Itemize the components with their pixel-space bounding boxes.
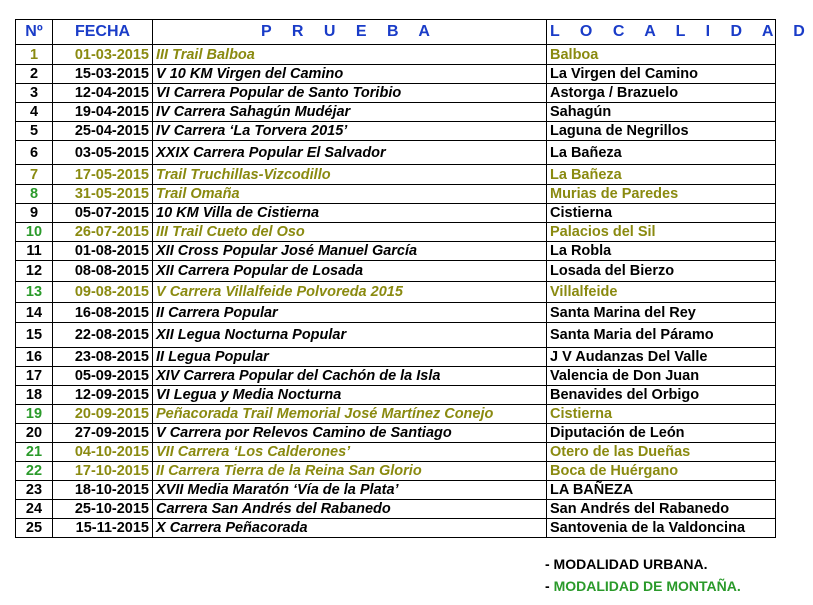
row-number: 23 xyxy=(16,481,53,500)
row-location: LA BAÑEZA xyxy=(547,481,776,500)
table-header-row xyxy=(16,20,776,45)
row-event: II Legua Popular xyxy=(153,348,547,367)
race-calendar-table xyxy=(15,19,813,538)
row-number: 11 xyxy=(16,242,53,261)
table-row xyxy=(16,223,776,242)
row-date: 27-09-2015 xyxy=(53,424,153,443)
header-location: L O C A L I D A D xyxy=(547,20,776,45)
header-event: P R U E B A xyxy=(153,20,547,45)
row-number: 20 xyxy=(16,424,53,443)
row-date: 01-03-2015 xyxy=(53,45,153,65)
table-row xyxy=(16,103,776,122)
row-location: Boca de Huérgano xyxy=(547,462,776,481)
row-location: Santovenia de la Valdoncina xyxy=(547,519,776,538)
row-date: 19-04-2015 xyxy=(53,103,153,122)
table-row xyxy=(16,122,776,141)
table-row xyxy=(16,424,776,443)
row-number: 14 xyxy=(16,303,53,323)
row-number: 12 xyxy=(16,261,53,282)
row-location: Villalfeide xyxy=(547,282,776,303)
table-row xyxy=(16,84,776,103)
row-event: V Carrera por Relevos Camino de Santiago xyxy=(153,424,547,443)
row-event: XXIX Carrera Popular El Salvador xyxy=(153,141,547,165)
row-event: III Trail Cueto del Oso xyxy=(153,223,547,242)
row-event: V Carrera Villalfeide Polvoreda 2015 xyxy=(153,282,547,303)
row-event: Trail Truchillas-Vizcodillo xyxy=(153,165,547,185)
row-date: 23-08-2015 xyxy=(53,348,153,367)
row-event: IV Carrera Sahagún Mudéjar xyxy=(153,103,547,122)
row-event: III Trail Balboa xyxy=(153,45,547,65)
row-date: 31-05-2015 xyxy=(53,185,153,204)
row-location: San Andrés del Rabanedo xyxy=(547,500,776,519)
row-event: VII Carrera ‘Los Calderones’ xyxy=(153,443,547,462)
row-date: 20-09-2015 xyxy=(53,405,153,424)
table-row xyxy=(16,282,776,303)
row-number: 4 xyxy=(16,103,53,122)
row-number: 25 xyxy=(16,519,53,538)
table-row xyxy=(16,165,776,185)
table-row xyxy=(16,462,776,481)
table-row xyxy=(16,481,776,500)
row-location: La Robla xyxy=(547,242,776,261)
row-location: La Virgen del Camino xyxy=(547,65,776,84)
row-number: 7 xyxy=(16,165,53,185)
row-number: 13 xyxy=(16,282,53,303)
row-location: Benavides del Orbigo xyxy=(547,386,776,405)
row-event: VI Carrera Popular de Santo Toribio xyxy=(153,84,547,103)
row-date: 09-08-2015 xyxy=(53,282,153,303)
table-row xyxy=(16,348,776,367)
row-number: 10 xyxy=(16,223,53,242)
row-number: 6 xyxy=(16,141,53,165)
row-date: 18-10-2015 xyxy=(53,481,153,500)
row-event: II Carrera Tierra de la Reina San Glorio xyxy=(153,462,547,481)
row-location: J V Audanzas Del Valle xyxy=(547,348,776,367)
table-row xyxy=(16,65,776,84)
row-event: Peñacorada Trail Memorial José Martínez Conejo xyxy=(153,405,547,424)
header-date: FECHA xyxy=(53,20,153,45)
header-number: Nº xyxy=(16,20,53,45)
row-date: 16-08-2015 xyxy=(53,303,153,323)
row-event: 10 KM Villa de Cistierna xyxy=(153,204,547,223)
row-date: 04-10-2015 xyxy=(53,443,153,462)
row-date: 05-07-2015 xyxy=(53,204,153,223)
row-location: Sahagún xyxy=(547,103,776,122)
row-event: Carrera San Andrés del Rabanedo xyxy=(153,500,547,519)
row-number: 3 xyxy=(16,84,53,103)
row-number: 8 xyxy=(16,185,53,204)
row-date: 25-10-2015 xyxy=(53,500,153,519)
legend-urban: - MODALIDAD URBANA. xyxy=(545,556,708,572)
table-row xyxy=(16,242,776,261)
row-location: Palacios del Sil xyxy=(547,223,776,242)
row-location: La Bañeza xyxy=(547,165,776,185)
table-row xyxy=(16,323,776,348)
row-number: 18 xyxy=(16,386,53,405)
table-body xyxy=(16,45,776,538)
row-location: Astorga / Brazuelo xyxy=(547,84,776,103)
table-row xyxy=(16,141,776,165)
row-date: 12-04-2015 xyxy=(53,84,153,103)
row-location: Santa Maria del Páramo xyxy=(547,323,776,348)
row-date: 26-07-2015 xyxy=(53,223,153,242)
row-event: XIV Carrera Popular del Cachón de la Isla xyxy=(153,367,547,386)
table-row xyxy=(16,519,776,538)
row-number: 17 xyxy=(16,367,53,386)
row-location: Santa Marina del Rey xyxy=(547,303,776,323)
row-event: II Carrera Popular xyxy=(153,303,547,323)
table-row xyxy=(16,45,776,65)
row-event: IV Carrera ‘La Torvera 2015’ xyxy=(153,122,547,141)
row-number: 21 xyxy=(16,443,53,462)
table-row xyxy=(16,367,776,386)
row-event: XVII Media Maratón ‘Vía de la Plata’ xyxy=(153,481,547,500)
table-row xyxy=(16,185,776,204)
row-location: Laguna de Negrillos xyxy=(547,122,776,141)
row-event: XII Legua Nocturna Popular xyxy=(153,323,547,348)
row-date: 22-08-2015 xyxy=(53,323,153,348)
row-number: 19 xyxy=(16,405,53,424)
row-location: La Bañeza xyxy=(547,141,776,165)
row-location: Balboa xyxy=(547,45,776,65)
row-location: Cistierna xyxy=(547,204,776,223)
table-row xyxy=(16,405,776,424)
table-row xyxy=(16,443,776,462)
row-number: 2 xyxy=(16,65,53,84)
row-number: 22 xyxy=(16,462,53,481)
row-date: 05-09-2015 xyxy=(53,367,153,386)
row-date: 03-05-2015 xyxy=(53,141,153,165)
legend-mountain xyxy=(545,578,741,594)
row-event: V 10 KM Virgen del Camino xyxy=(153,65,547,84)
row-number: 16 xyxy=(16,348,53,367)
row-date: 15-11-2015 xyxy=(53,519,153,538)
row-location: Diputación de León xyxy=(547,424,776,443)
row-number: 1 xyxy=(16,45,53,65)
row-date: 08-08-2015 xyxy=(53,261,153,282)
table-row xyxy=(16,204,776,223)
row-date: 17-10-2015 xyxy=(53,462,153,481)
row-number: 9 xyxy=(16,204,53,223)
row-location: Valencia de Don Juan xyxy=(547,367,776,386)
row-event: VI Legua y Media Nocturna xyxy=(153,386,547,405)
row-event: XII Carrera Popular de Losada xyxy=(153,261,547,282)
row-event: X Carrera Peñacorada xyxy=(153,519,547,538)
row-event: Trail Omaña xyxy=(153,185,547,204)
row-date: 12-09-2015 xyxy=(53,386,153,405)
row-number: 24 xyxy=(16,500,53,519)
table-row xyxy=(16,303,776,323)
row-date: 17-05-2015 xyxy=(53,165,153,185)
table-row xyxy=(16,386,776,405)
row-event: XII Cross Popular José Manuel García xyxy=(153,242,547,261)
legend-mountain-label: MODALIDAD DE MONTAÑA. xyxy=(553,578,741,594)
row-location: Cistierna xyxy=(547,405,776,424)
row-number: 15 xyxy=(16,323,53,348)
row-date: 25-04-2015 xyxy=(53,122,153,141)
row-location: Murias de Paredes xyxy=(547,185,776,204)
row-number: 5 xyxy=(16,122,53,141)
row-date: 01-08-2015 xyxy=(53,242,153,261)
row-date: 15-03-2015 xyxy=(53,65,153,84)
row-location: Otero de las Dueñas xyxy=(547,443,776,462)
legend-mountain-prefix: - xyxy=(545,578,554,594)
row-location: Losada del Bierzo xyxy=(547,261,776,282)
table-row xyxy=(16,261,776,282)
table-row xyxy=(16,500,776,519)
